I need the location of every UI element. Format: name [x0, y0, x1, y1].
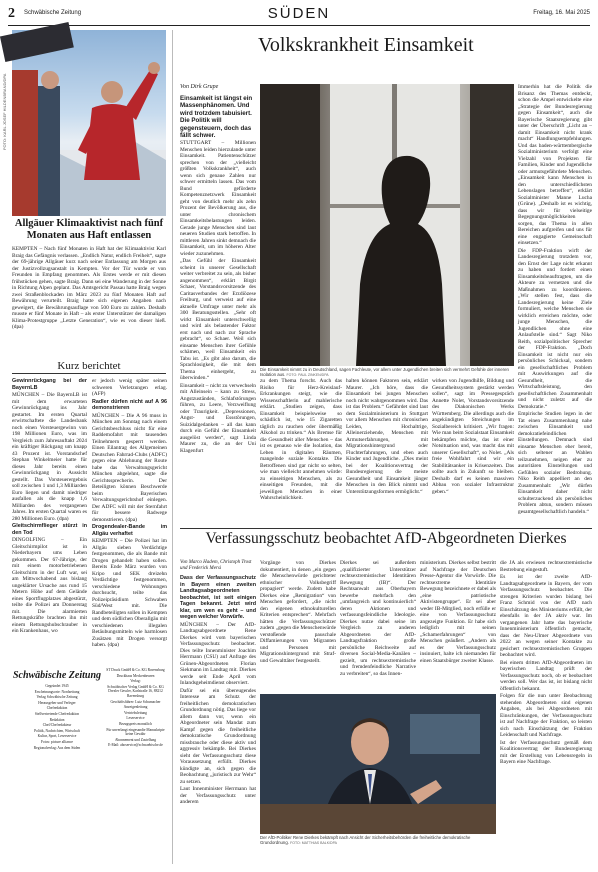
paragraph: Gleitschirmflieger stürzt in den Tod — [12, 523, 87, 536]
page-number: 2 — [8, 6, 15, 21]
article-verfassungsschutz-column-4 — [420, 560, 496, 690]
paragraph: Anzeigenleitung — [123, 705, 148, 710]
paragraph: Gewinnrückgang bei der BayernLB — [12, 378, 87, 391]
paragraph: Abonnement und Zustellung — [114, 737, 157, 742]
paper-name: Schwäbische Zeitung — [24, 10, 82, 16]
photo-politician — [260, 694, 496, 834]
author-verfassungsschutz: Von Marco Hadem, Christoph Trost und Frederick Mersi — [180, 560, 252, 571]
politician-illustration — [260, 694, 496, 834]
lead-einsamkeit: Einsamkeit ist längst ein Massenphänomen. Und wird trotzdem tabuisiert. Die Politik will gegensteuern, doch das fällt schwer. — [180, 95, 253, 140]
paragraph: Regionalverlag: Aus dem Süden — [33, 745, 81, 750]
author-einsamkeit: Von Dirk Grupe — [180, 84, 219, 90]
impressum-logo: Schwäbische Zeitung — [12, 670, 102, 681]
paragraph: MÜNCHEN – Der AfD-Landtagsabgeordnete Rene Dierkes wird vom bayerischen Verfassungsschutz beobachtet. Dies teilte Innenminister Joachim Herrmann (CSU) auf Anfrage des Grünen-Abgeordneten Florian Siekmann im Landtag mit. Dierkes werde seit Ende April vom Inlandsgeheimdienst observiert. — [180, 621, 256, 686]
paragraph: Dierkes sei außerdem „qualifizierter Unterstützer rechtsextremistischer Identitären Bewegung (IB)“. Der Rechtsanwalt aus Oberbayern bewerbe mehrfach den „umfangreich und kontinuierlich“ deren Aktionen und verfassungsfeindliche Ideologie. Dierkes nutze dabei seine im Vergleich zu anderen Abgeordneten der AfD-Landtagsfraktion große persönliche Reichweite auf diversen Social-Media-Kanälen – gezielt, um rechtsextremistische und fremdenfeindliche Narrative zu verbreiten“, so das Innen- — [340, 560, 416, 677]
paragraph: Bezugspreis monatlich — [119, 721, 152, 726]
issue-date: Freitag, 16. Mai 2025 — [533, 10, 590, 16]
paragraph: Drogendealer-Bande im Allgäu verhaftet — [92, 524, 167, 537]
news-brief-column-1 — [12, 378, 87, 634]
article-verfassungsschutz-column-1 — [180, 575, 256, 864]
paragraph: Dafür sei ein übereugendes Interesse am Schutz der freiheitlichen demokratischen Grundordnung nötig. Das liege vor allem dann vor, wenn ein Abgeordneter sein Mandat zum Kampf gegen die freiheitliche demokratische Grundordnung missbrauche oder diese aktiv und aggressiv bekämpfe. Bei Dierkes sieht der Verfassungsschutz diese Voraussetzung erfüllt. Dierkes kündigte an, sich gegen die Beobachtung „juristisch zur Wehr“ zu setzen. — [180, 687, 256, 785]
photo-credit-left: FOTO: KARL JOSEF HILDENBRAND/DPA — [2, 73, 7, 150]
paragraph: MÜNCHEN – Die BayernLB ist mit dem erwarteten Gewinnrückgang ins Jahr gestartet. Im ersten Quartal erwirtschaftete die Landesbank noch einen Vorsteuergewinn von 198 Millionen Euro, was im Vergleich zum Jahresauftakt 2024 ein kräftiger Rückgang um knapp 43 Prozent ist. Vorstandschef Stephan Winkelmeier hatte für dieses Jahr bereits einen Gewinnrückgang in Aussicht gestellt. Das Vorsteuerergebnis soll zwischen 1 und 1,3 Milliarden Euro liegen und damit niedriger ausfallen als die knapp 1,6 Milliarden des vergangenen Jahres. Im ersten Quartal waren es 280 Millionen Euro. (dpa) — [12, 392, 87, 522]
paragraph: Dass der Verfassungsschutz in Bayern einen zweiten Landtagsabgeordneten beobachtet, ist seit einigen Tagen bekannt. Jetzt wird klar, um wen es geht – und wegen welcher Vorwürfe. — [180, 575, 256, 620]
paragraph: Einsamkeit – nicht zu verwechseln mit Alleinsein – kann zu Stress, Angstzuständen, Schlafstörungen führen, zu Leere, Verzweiflung oder Traurigkeit. „Depressionen, Angst- und Essstörungen, Suizidalgedanken – all das kann durch ein Gefühl der Einsamkeit ausgelöst werden“, sagt Linda Maurer zu, die an der Uni Klagenfurt — [180, 382, 256, 454]
paragraph: Verlag Schwäbische Zeitung — [36, 695, 78, 700]
paragraph: KEMPTEN – Nach fünf Monaten in Haft hat der Klimaaktivist Karl Braig das Gefängnis verlassen. „Endlich Natur, endlich Freiheit“, sagte der 69-jährige Allgäuer kurz nach seiner Entlassung am Morgen aus der Justizvollzugsanstalt in Kempten. Vor der Tür wurde er von Freunden in Empfang genommen. Als Erstes werde er mit diesen frühstücken gehen, sagte Braig. Dann sei eine Wanderung in der Sonne in Richtung Alpen geplant. Das Amtsgericht Passau hatte Braig wegen zwei Straßenblockaden im März 2023 zu fünf Monaten Haft auf Bewährung verurteilt. Braig hatte sich eigenen Angaben nach geweigert, die Bewährungsauflage von 500 Euro zu zahlen. Deshalb musste er fünf Monate in Haft – als erster Unterstützer der damaligen Klima-Protestgruppe „Letzte Generation“, wie es von dieser hieß. (dpa) — [12, 246, 166, 330]
article-einsamkeit-column-3: halten können Faktoren sein, erklärt Maurer. „Ich höre, dass die Einsamkeit bei jungen Menschen noch nicht wahrgenommen wird. Das ist das Problem.“ Gefährdet sind laut dem Sozialministerium in Stuttgart vor allem Menschen mit chronischen Leiden, Hochaltrige, Alleinerziehende, Menschen mit Armutserfahrungen, mit Migrationshintergrund oder Fluchterfahrungen, und eben auch Kinder und Jugendliche. „Dies meint bei der Koalitionsvertrag der Bundesregierung die meiste Gesundheit und Einsamkeit jünger Menschen in den Blick nimmt und Unterstützungsformen ermöglicht.“ — [346, 378, 428, 495]
page-header — [8, 4, 590, 26]
headline-einsamkeit: Volkskrankheit Einsamkeit — [258, 34, 474, 56]
paragraph: Die FDP-Fraktion wirft der Landesregierung trotzdem vor, den Ernst der Lage nicht erkannt zu haben und fordert einen Einsamkeitsbeauftragten, um die Akteure zu vernetzen und die Maßnahmen zu koordinieren. „Wir stellen fest, dass die Landesregierung keine Ziele formuliert, welche Menschen sie wirklich erreichen möchte, oder junge Menschen, die Jugendlichen ohne eine Anlaufstelle sind.“ Sagt Niko Reith, sozialpolitischer Sprecher der FDP-Fraktion. „Doch Einsamkeit ist nicht nur ein persönliches Schicksal, sondern ein gesellschaftliches Problem mit Auswirkungen auf die Gesundheit, die Wirtschaftsleistung, den gesellschaftlichen Zusammenhalt und nicht zuletzt auf die Demokratie.“ — [518, 247, 592, 410]
section-title: SÜDEN — [267, 5, 331, 22]
paragraph: „Das Gefühl der Einsamkeit scheint in unserer Gesellschaft weiter verbreitet zu sein, als bisher angenommen“, erklärt Birgit Schaer, Vorstandsvorsitzende des Caritasverbandes der Erzdiözese Freiburg, und verweist auf eine aktuelle Umfrage unter mehr als 300 Beratungsstellen. „Sehr oft wirkt Einsamkeit unterschwellig und wird als belastender Faktor erst nach und nach zur Sprache gebracht“, so Schaer. Weil sich einsame Menschen ihrer Gefühle schämen, weil Einsamkeit ein Tabu ist. „Es gibt also darum, die Sprachlosigkeit, die mit dem Thema einhergeht, zu überwinden.“ — [180, 258, 256, 381]
paragraph: ST Druck GmbH & Co. KG Ravensburg — [106, 668, 165, 672]
activist-illustration — [12, 30, 166, 216]
article-climate-activist — [12, 246, 166, 356]
paragraph: Erscheinungsorte: Nordzeitung — [34, 689, 80, 694]
paragraph: Fotos: picture alliance — [41, 739, 73, 744]
paragraph: Herausgeber und Verleger — [38, 700, 76, 705]
article-einsamkeit-right-column — [518, 84, 592, 524]
paragraph: Stellvertretende Chefredaktion — [34, 711, 80, 716]
caption-lonely-person: Die Einsamkeit nimmt zu in Deutschland, sagen Fachleute, vor allem unter Jugendlichen breiten sich vermehrt Gefühle der inneren Isolation aus. FOTO: PAUL ZINKEN/DPA — [260, 367, 509, 377]
paragraph: Für unverlangt eingesandte Manuskripte keine Gewähr — [106, 727, 165, 737]
paragraph: Immerhin hat die Politik die Brisanz des Themas entdeckt, schon die Ampel entwickelte eine „Strategie der Bundesregierung gegen Einsamkeit“, auch die Bayerische Staatsregierung gibt unter der Überschrift „Licht an – damit Einsamkeit nicht krank macht“ Handlungsempfehlungen. Und das baden-württembergische Sozialministerium verfolgt eine Vielzahl von Projekten für Familien, Kinder und Jugendliche oder armutsgefährdete Menschen. „Einsamkeit kann Menschen in den unterschiedlichsten Lebenslagen betreffen“, erklärt Sozialminister Manne Lucha (Grüne). „Deshalb ist es wichtig, dass wir für vielseitige Begegnungsmöglichkeiten sorgen, das Thema in allen Bereichen aufgreifen und uns für eine engagierte Gemeinschaft einsetzen.“ — [518, 84, 592, 246]
caption-politician: Der AfD-Politiker Rene Dierkes bekämpft nach Ansicht der Sicherheitsbehörden die freiheitliche demokratische Grundordnung. FOTO: MATTHIAS BALK/DPA — [260, 835, 471, 845]
paragraph: ministerium. Dierkes selbst bestritt auf Nachfrage der Deutschen Presse-Agentur die Vorwürfe. Die rechtsextreme Identitäre Bewegung bezeichnete er dabei als „eine patriotische Aktivistengruppe“. Er sei aber weder IB-Mitglied, noch erfülle er eine von Verfassungsschutz angezeigte Funktion. Er habe sich lediglich mit seinen „Schamerfahrungen“ von Menschen geäußert. „Andern als es der Verfassungsschutz insinuiert, halte ich niemanden für einen Staatsbürger zweiter Klasse. — [420, 560, 496, 664]
article-einsamkeit-column-2: zu dem Thema forscht. Auch das Risiko für Herz-Kreislauf-Erkrankungen steigt, wie die Wissenschaftlerin auf mahlerische erklärt. „Studien zeigen, dass Einsamkeit beispielsweise so schädlich ist, wie 15 Zigaretten täglich zu rauchen oder übermäßig Alkohol zu trinken.“ Als Bremse für die Gesundheit aller Menschen – das ist es genauso wie die Isolation, das Leben in digitalen Räumen, mangelnde soziale Kontakte. Die Betroffenen sind gar nicht so selten, wie man vielleicht annehmen würde: zu einseitigen Menschen, als zu einseitigen Freunden, mit die jeweiligen Menschen in einer Wahrscheinlichkeit. — [260, 378, 342, 501]
paragraph: Radler dürfen nicht auf A 96 demonstrieren — [92, 398, 167, 411]
paragraph: Druckhaus Meckenbeuren — [116, 673, 155, 678]
paragraph: Laut Innenminister Herrmann hat der Verfassungsschutz unter anderem — [180, 786, 256, 805]
paragraph: Ist der Verfassungsschutz gemäß dem Koalitionsvertrag der Bundesregierung mit der Erstellung von Lebensregeln in Bayern eine Nachfrage. — [500, 739, 592, 765]
article-einsamkeit-column-1 — [180, 140, 256, 454]
paragraph: Chef/Chefredakteur — [42, 723, 72, 728]
impressum-column-1 — [12, 684, 102, 864]
paragraph: die JA als erwiesen rechtsextremistische Bestrebung eingestuft. — [500, 560, 592, 573]
paragraph: Kultur, Sport, Leserservice — [37, 734, 77, 739]
paragraph: Es ist der zweite AfD-Landtagsabgeordnete in Bayern, der vom Verfassungsschutz beobachtet. Die strengen Kriterien wurden bislang bei Franz Schmid von der AfD nach Einschätzung des Ministeriums erfüllt, der ebenfalls in der JA aktiv war. Im vergangenen Jahr hatte das bayerische Innenministerium öffentlich gemacht, dass der Neu-Ulmer Abgeordnete von 2022 an wegen seiner Kontakte zu gesichert rechtsextremistischen Gruppen beobachtet wird. — [500, 574, 592, 658]
paragraph: Chefredaktion — [46, 706, 68, 711]
paragraph: KEMPTEN – Die Polizei hat im Allgäu sieben Verdächtige festgenommen, die als Bande mit Drogen gehandelt haben sollen. Bereits Ende März wurden von Kripo und SEK dreizehn Verdächtige festgenommen, verschiedene Wohnungen durchsucht, teilte das Polizeipräsidium Schwaben Süd/West mit. Die Randbeteiligten sollen in Kempten und dem südlichen Oberallgäu mit verschiedenen illegalen Betäubungsmitteln wie harmlosen Zusätzen mit Drogen versorgt haben. (dpa) — [92, 538, 168, 648]
paragraph: er jedoch wenig später seinen schweren Verletzungen erlag. (AFP) — [92, 378, 167, 397]
paragraph: Redaktion — [49, 717, 65, 722]
paragraph: MÜNCHEN – Die A 96 muss in München am Sonntag nach einem Gerichtsbeschluss nicht für eine Raddemofahrt mit tausenden Teilnehmern gesperrt werden. Einen Eilantrag des Allgemeinen Deutschen Fahrrad-Clubs (ADFC) gegen eine Ablehnung der Route habe das Verwaltungsgericht München abgelehnt, sagte die Gerichtssprecherin. Der Beteiligten können Beschwerde beim Bayerischen Verwaltungsgerichtshof einlegen. Der ADFC will mit der Sternfahrt für bessere Radwege demonstrieren. (dpa) — [92, 412, 167, 523]
news-brief-column-2 — [92, 378, 168, 648]
photo-lonely-person — [260, 84, 514, 366]
article-verfassungsschutz-column-3 — [340, 560, 416, 690]
impressum-column-2 — [104, 668, 167, 864]
kurz-berichtet-title: Kurz berichtet — [57, 360, 121, 372]
headline-verfassungsschutz: Verfassungsschutz beobachtet AfD-Abgeordneten Dierkes — [205, 530, 567, 547]
paragraph: Vorgänge von Dierkes dokumentiert, in denen „ein gegen die Menschenwürde gerichteter ethnischer Volksbegriff propagiert“ werde. Zudem habe Dierkes eine „Remigration“ von Menschen gefordert, „die nicht den eigenen ethnokulturellen Kriterien entsprechen“. Mehrfach hätten die Verfassungsschützer zudem „gegen die Menschenwürde verstoßende pauschale Diffamierungen von Migranten und Personen mit Migrationshintergrund mit Straf- und Gewalttäter festgestellt. — [260, 560, 336, 664]
paragraph: STUTTGART – Millionen Menschen leiden hierzulande unter Einsamkeit. Patientenschützer sprechen von der „vielleicht größten Volkskrankheit“, auch wenn sich genaue Zahlen nur schwer ermitteln lassen. Das vom Bund geförderte Kompetenznetzwerk Einsamkeit geht von deutlich mehr als zehn Prozent der Bevölkerung aus, die unter chronischem Einsamkeitsbelastungen leiden. Gerade junge Menschen sind laut neueren Studien stark betroffen. In mittleren Jahren sinkt demnach die Einsamkeit, um im höheren Alter wieder zuzunehmen. — [180, 140, 256, 257]
paragraph: E-Mail: aboservice@schwaebische.de — [108, 743, 163, 748]
paragraph: Bei einem dritten AfD-Abgeordneten im bayerischen Landtag prüft der Verfassungsschutz noch, ob er beobachtet werden soll. Wer das ist, ist bislang nicht öffentlich bekannt. — [500, 659, 592, 692]
divider — [12, 373, 166, 374]
paragraph: Politik, Nachrichten, Wirtschaft — [34, 728, 80, 733]
paragraph: Leserservice — [126, 716, 145, 721]
headline-climate-activist: Allgäuer Klimaaktivist nach fünf Monaten aus Haft entlassen — [14, 218, 164, 241]
article-einsamkeit-column-4: wirken von Jugendhilfe, Bildung und Gesundheitssystem gestärkt werden sollen“, sagt im Pressegespräch Annette Nolet, Vorstandsvorsitzende des Diakonischen Werks Württemberg. Die allerdings auch die angekündigten Streichungen im Sozialbereich kritisiert. „Wir fragen: Wie man beim Sozialstaat Einsamkeit bekämpfen möchte, das ist einer Notsituation und, was macht das mit unserer Gesellschaft“, so Nolet. „Als freie Wohlfahrt sind wir ein Stabilitätsanker in Krisenzeiten. Das sollte auch in Zukunft so bleiben. Deshalb darf es keinen massiven Abbau von sozialer Infrastruktur geben.“ — [432, 378, 514, 495]
article-verfassungsschutz-column-2 — [260, 560, 336, 690]
article-verfassungsschutz-column-5 — [500, 560, 592, 864]
paragraph: Folgen für die nun unter Beobachtung stehenden Abgeordneten sind eigenen Angaben, als bei Abgeordneten mit Einschränkungen, der Verfassungsschutz ist auf Nachfrage der Fraktion, so leisten sich nach Einschätzung der Fraktion Leidenschaft und Nachfrage. — [500, 693, 592, 738]
story-divider — [180, 528, 592, 529]
paragraph: Geschäftsführer: Lutz Schumacher — [110, 699, 161, 704]
paragraph: Vertriebsleitung — [124, 710, 147, 715]
paragraph: Gegründet 1945 — [45, 684, 69, 688]
paragraph: Empirische Studien legen in der Tat einen Zusammenhang nahe zwischen Einsamkeit und demokratiefeindlichen Einstellungen. Demnach sind einsame Menschen eher bereit, sich seltener an Wahlen teilzunehmen, neigen eher zu autoritären Einstellungen und Gefühlen sozialer Bedrohung. Niko Reith appelliert an den Zusammenhalt: „Wir dürfen Einsamkeit daher nicht schulterzuckend als persönliches Problem abtun, sondern müssen gesamtgesellschaftlich handeln.“ — [518, 411, 592, 515]
paragraph: Schwäbischer Verlag GmbH & Co. KG Drexler Gessler, Karlstraße 16, 88212 Ravensburg — [107, 684, 164, 698]
photo-climate-activist — [12, 30, 166, 216]
paragraph: Verlag: — [130, 679, 141, 684]
paragraph: DINGOLFING – Ein Gleitschirmpilot ist in Niederbayern ums Leben gekommen. Der 67-Jährige, der mit einem motorbetriebenen Gleitschirm in der Luft war, sei am Mittwochabend aus bislang ungeklärter Ursache aus rund 15 Metern Höhe auf dem Gelände eines Sportflugplatzes abgestürzt, teilte die Polizei am Donnerstag mit. Die alarmierten Rettungskräfte brachten ihn mit einem Rettungshubschrauber in ein Krankenhaus, wo — [12, 537, 87, 634]
window-silhouette-illustration — [260, 84, 514, 366]
column-divider — [172, 30, 173, 864]
